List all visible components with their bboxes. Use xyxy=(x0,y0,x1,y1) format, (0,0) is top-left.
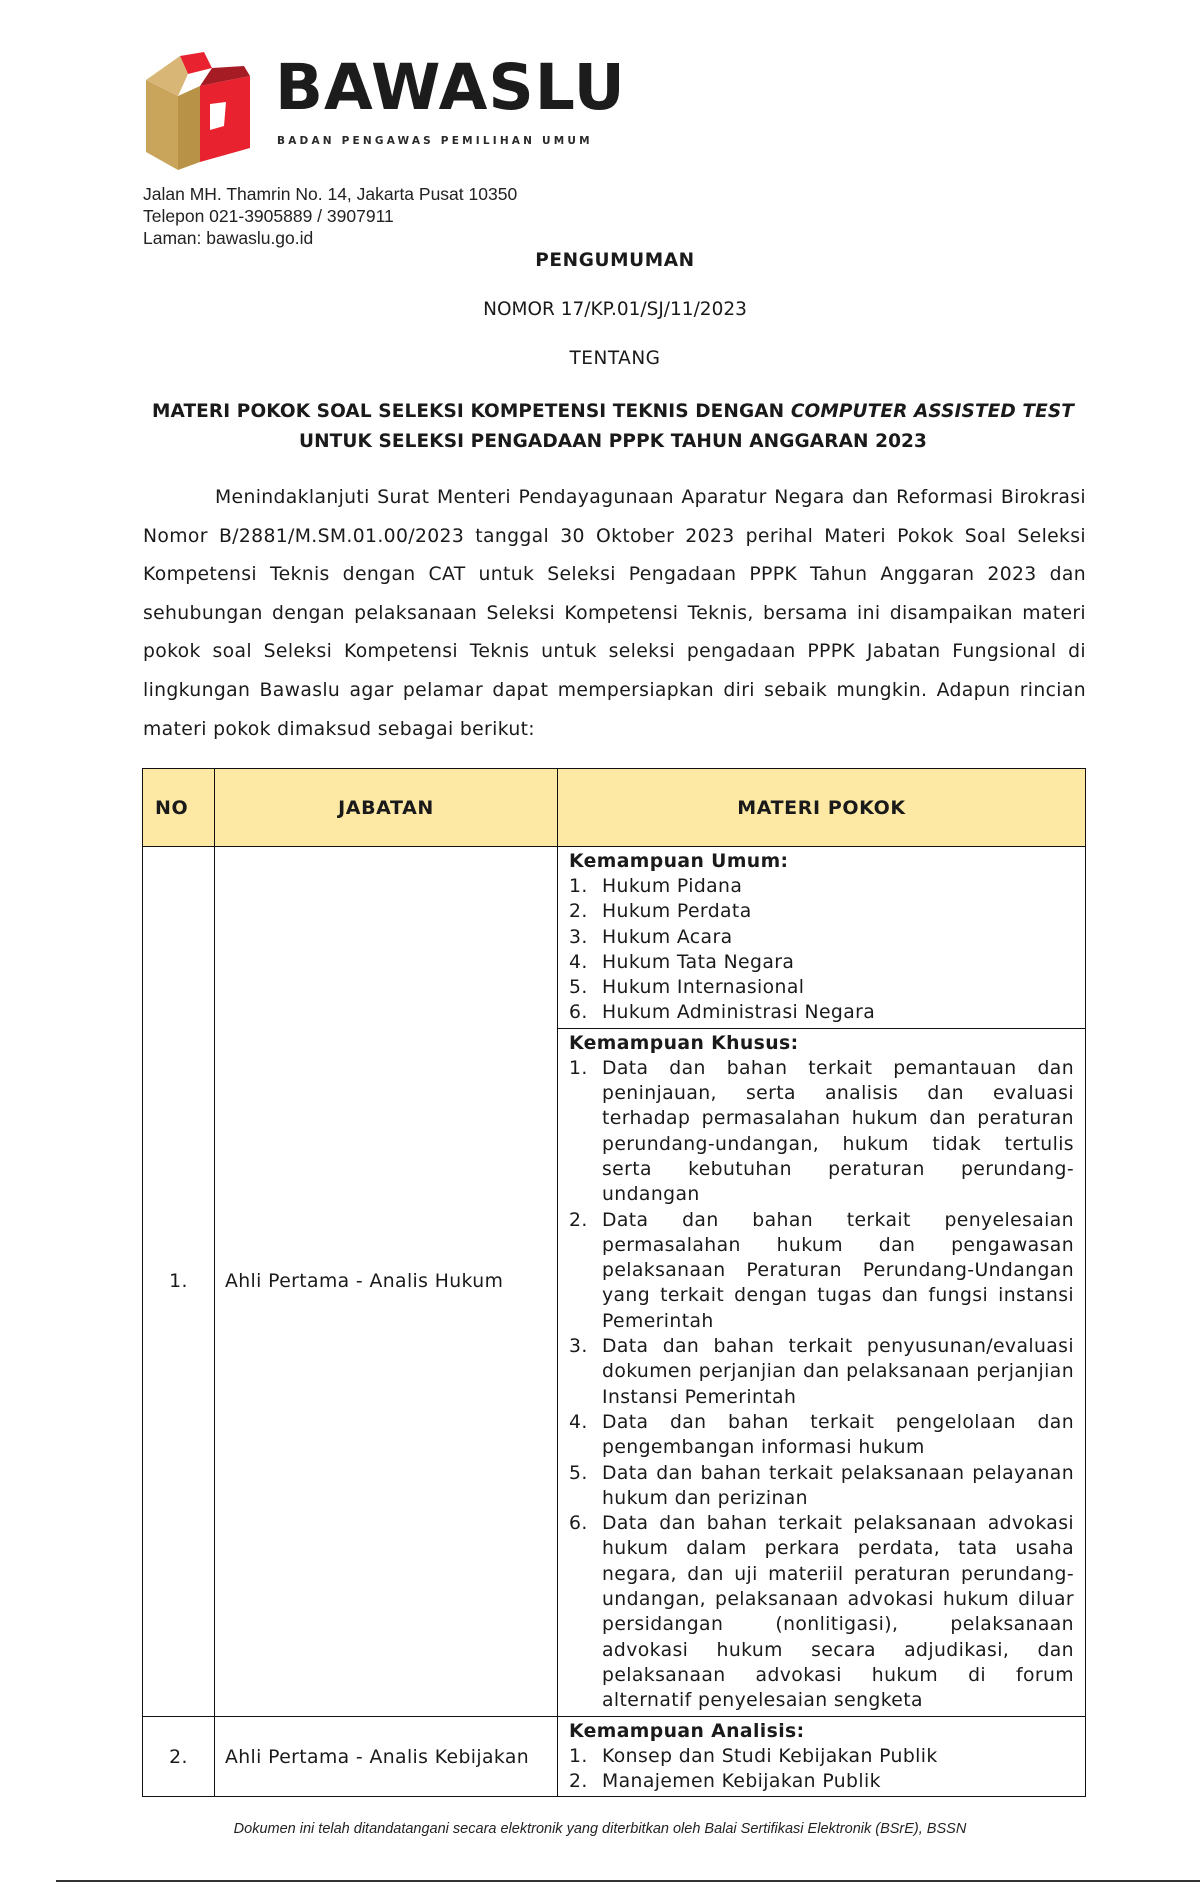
materi-section xyxy=(558,847,1086,1029)
logo-wordmark: BAWASLU xyxy=(275,51,626,124)
logo-subtitle: BADAN PENGAWAS PEMILIHAN UMUM xyxy=(277,135,593,147)
bawaslu-emblem-icon xyxy=(140,52,260,172)
materi-section xyxy=(558,1716,1086,1797)
section-title: Kemampuan Analisis: xyxy=(569,1720,805,1742)
row-number: 1. xyxy=(143,847,215,1717)
list-item: 2. Hukum Perdata xyxy=(569,901,752,923)
materi-list xyxy=(569,1744,1074,1795)
list-item: 1. Konsep dan Studi Kebijakan Publik xyxy=(569,1745,938,1767)
list-item: 4. Hukum Tata Negara xyxy=(569,951,795,973)
list-item: 6. Hukum Administrasi Negara xyxy=(569,1002,876,1024)
list-item: 2. Manajemen Kebijakan Publik xyxy=(569,1770,881,1792)
page-divider xyxy=(56,1880,1200,1882)
list-item: 5. Hukum Internasional xyxy=(569,977,805,999)
footer-note: Dokumen ini telah ditandatangani secara elektronik yang diterbitkan oleh Balai Sertifikasi Elektronik (BSrE), BSSN xyxy=(233,1821,967,1837)
col-header-materi: MATERI POKOK xyxy=(558,769,1086,847)
document-title: MATERI POKOK SOAL SELEKSI KOMPETENSI TEKNIS DENGAN COMPUTER ASSISTED TEST UNTUK SELEKSI PENGADAAN PPPK TAHUN ANGGARAN 2023 xyxy=(151,401,1075,452)
materi-list xyxy=(569,1056,1074,1714)
section-title: Kemampuan Khusus: xyxy=(569,1032,799,1054)
row-jabatan: Ahli Pertama - Analis Kebijakan xyxy=(215,1716,558,1797)
list-item: 6. Data dan bahan terkait pelaksanaan advokasi hukum dalam perkara perdata, tata usaha negara, dan uji materiil peraturan perundang-undangan, pelaksanaan advokasi hukum diluar persidangan (nonlitigasi), pelaksanaan advokasi hukum secara adjudikasi, dan pelaksanaan advokasi hukum di forum alternatif penyelesaian sengketa xyxy=(569,1513,1074,1712)
row-jabatan: Ahli Pertama - Analis Hukum xyxy=(215,847,558,1717)
body-paragraph: Menindaklanjuti Surat Menteri Pendayagunaan Aparatur Negara dan Reformasi Birokrasi Nomor B/2881/M.SM.01.00/2023 tanggal 30 Oktober 2023 perihal Materi Pokok Soal Seleksi Kompetensi Teknis dengan CAT untuk Seleksi Pengadaan PPPK Tahun Anggaran 2023 dan sehubungan dengan pelaksanaan Seleksi Kompetensi Teknis, bersama ini disampaikan materi pokok soal Seleksi Kompetensi Teknis untuk seleksi pengadaan PPPK Jabatan Fungsional di lingkungan Bawaslu agar pelamar dapat mempersiapkan diri sebaik mungkin. Adapun rincian materi pokok dimaksud sebagai berikut: xyxy=(143,487,1086,740)
section-title: Kemampuan Umum: xyxy=(569,851,789,872)
list-item: 2. Data dan bahan terkait penyelesaian permasalahan hukum dan pengawasan pelaksanaan Peraturan Perundang-Undangan yang terkait dengan tugas dan fungsi instansi Pemerintah xyxy=(569,1209,1074,1332)
materi-table xyxy=(142,768,1086,1797)
address-block xyxy=(143,183,517,249)
col-header-no: NO xyxy=(143,769,215,847)
list-item: 3. Data dan bahan terkait penyusunan/evaluasi dokumen perjanjian dan pelaksanaan perjanjian Instansi Pemerintah xyxy=(569,1336,1074,1408)
document-number: NOMOR 17/KP.01/SJ/11/2023 xyxy=(483,299,747,320)
list-item: 1. Hukum Pidana xyxy=(569,876,743,897)
table-row xyxy=(143,1716,1086,1797)
list-item: 4. Data dan bahan terkait pengelolaan dan pengembangan informasi hukum xyxy=(569,1411,1074,1459)
list-item: 5. Data dan bahan terkait pelaksanaan pelayanan hukum dan perizinan xyxy=(569,1462,1074,1509)
table-row xyxy=(143,847,1086,1029)
document-about: TENTANG xyxy=(569,348,661,369)
bawaslu-logo xyxy=(140,51,626,177)
phone-line: Telepon 021-3905889 / 3907911 xyxy=(143,206,394,226)
table-header-row xyxy=(143,769,1086,847)
col-header-jabatan: JABATAN xyxy=(215,769,558,847)
address-line: Jalan MH. Thamrin No. 14, Jakarta Pusat 10350 xyxy=(143,184,518,204)
materi-section xyxy=(558,1028,1086,1716)
list-item: 1. Data dan bahan terkait pemantauan dan peninjauan, serta analisis dan evaluasi terhadap permasalahan hukum dan peraturan perundang-undangan, hukum tidak tertulis serta kebutuhan peraturan perundang-undangan xyxy=(569,1057,1074,1206)
row-number: 2. xyxy=(143,1716,215,1797)
list-item: 3. Hukum Acara xyxy=(569,926,733,948)
document-heading: PENGUMUMAN xyxy=(535,250,695,271)
materi-list xyxy=(569,874,1074,1026)
website-line: Laman: bawaslu.go.id xyxy=(143,228,314,248)
